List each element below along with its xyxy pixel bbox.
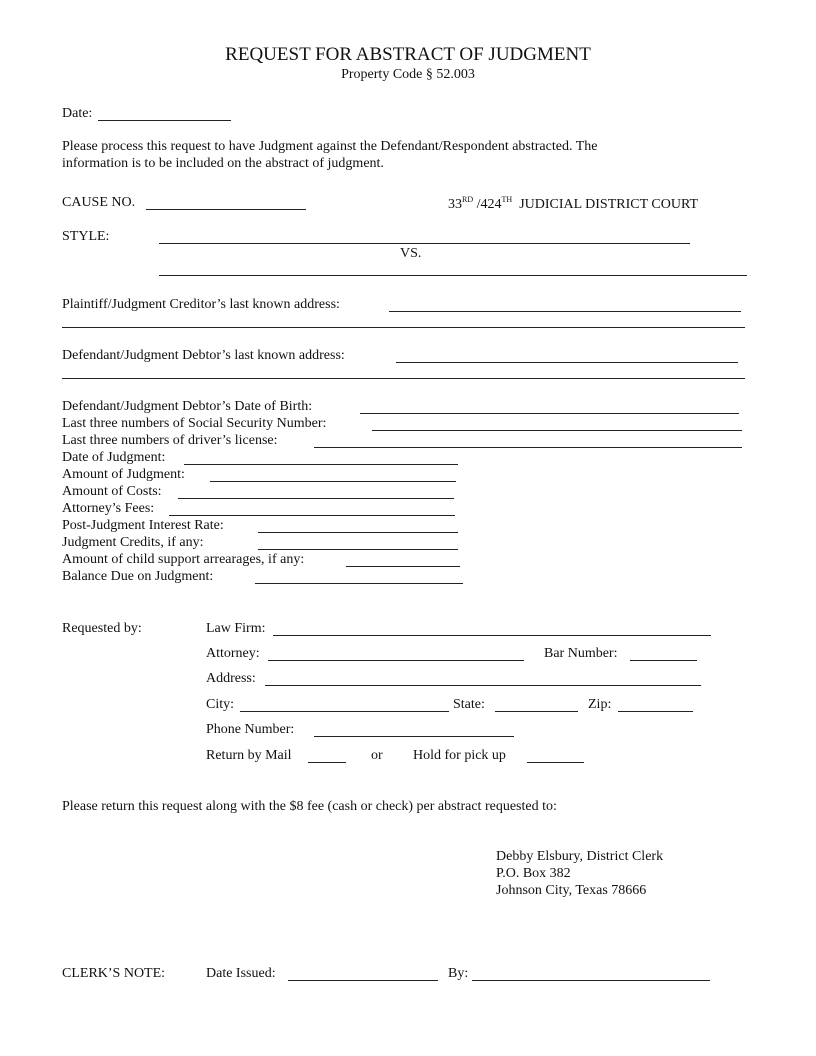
by-label: By: — [448, 966, 469, 981]
hold-field[interactable] — [527, 762, 584, 763]
credits-label: Judgment Credits, if any: — [62, 535, 204, 550]
attorney-label: Attorney: — [206, 646, 260, 661]
defendant-address-field-2[interactable] — [62, 378, 745, 379]
style-label: STYLE: — [62, 229, 110, 244]
plaintiff-address-label: Plaintiff/Judgment Creditor’s last known address: — [62, 297, 340, 312]
date-issued-label: Date Issued: — [206, 966, 276, 981]
return-mail-field[interactable] — [308, 762, 346, 763]
date-field[interactable] — [98, 120, 231, 121]
court-num-2: /424 — [473, 197, 502, 212]
bar-number-label: Bar Number: — [544, 646, 618, 661]
state-label: State: — [453, 697, 485, 712]
plaintiff-address-field-1[interactable] — [389, 311, 741, 312]
return-mail-label: Return by Mail — [206, 748, 292, 763]
bar-number-field[interactable] — [630, 660, 697, 661]
by-field[interactable] — [472, 980, 710, 981]
or-label: or — [371, 748, 383, 763]
date-judgment-field[interactable] — [184, 464, 458, 465]
court-sup-2: TH — [501, 195, 513, 204]
amount-costs-label: Amount of Costs: — [62, 484, 162, 499]
interest-label: Post-Judgment Interest Rate: — [62, 518, 224, 533]
child-support-label: Amount of child support arrearages, if any: — [62, 552, 305, 567]
state-field[interactable] — [495, 711, 578, 712]
child-support-field[interactable] — [346, 566, 460, 567]
style-plaintiff-field[interactable] — [159, 243, 690, 244]
clerk-address-line-1: Debby Elsbury, District Clerk — [496, 849, 664, 864]
cause-no-label: CAUSE NO. — [62, 195, 136, 210]
hold-label: Hold for pick up — [413, 748, 506, 763]
zip-label: Zip: — [588, 697, 612, 712]
requested-by-label: Requested by: — [62, 621, 142, 636]
phone-field[interactable] — [314, 736, 514, 737]
court-name: JUDICIAL DISTRICT COURT — [519, 197, 699, 212]
intro-line-2: information is to be included on the abstract of judgment. — [62, 156, 384, 171]
balance-label: Balance Due on Judgment: — [62, 569, 214, 584]
balance-field[interactable] — [255, 583, 463, 584]
zip-field[interactable] — [618, 711, 693, 712]
city-field[interactable] — [240, 711, 449, 712]
attorney-field[interactable] — [268, 660, 524, 661]
dl-field[interactable] — [314, 447, 742, 448]
return-note: Please return this request along with the $8 fee (cash or check) per abstract requested to: — [62, 799, 557, 814]
address-field[interactable] — [265, 685, 701, 686]
court-sup-1: RD — [462, 195, 474, 204]
court-label — [448, 195, 698, 213]
clerk-address-line-2: P.O. Box 382 — [496, 866, 571, 881]
clerk-address-line-3: Johnson City, Texas 78666 — [496, 883, 647, 898]
form-title: REQUEST FOR ABSTRACT OF JUDGMENT — [225, 44, 591, 65]
cause-no-field[interactable] — [146, 209, 306, 210]
defendant-address-field-1[interactable] — [396, 362, 738, 363]
amount-costs-field[interactable] — [178, 498, 454, 499]
date-issued-field[interactable] — [288, 980, 438, 981]
defendant-address-label: Defendant/Judgment Debtor’s last known address: — [62, 348, 345, 363]
dob-field[interactable] — [360, 413, 739, 414]
city-label: City: — [206, 697, 235, 712]
date-label: Date: — [62, 106, 93, 121]
dob-label: Defendant/Judgment Debtor’s Date of Birth: — [62, 399, 313, 414]
dl-label: Last three numbers of driver’s license: — [62, 433, 278, 448]
attorney-fees-field[interactable] — [169, 515, 455, 516]
law-firm-label: Law Firm: — [206, 621, 266, 636]
style-vs: VS. — [400, 246, 422, 261]
amount-judgment-label: Amount of Judgment: — [62, 467, 185, 482]
address-label: Address: — [206, 671, 256, 686]
clerk-note-label: CLERK’S NOTE: — [62, 966, 166, 981]
interest-field[interactable] — [258, 532, 458, 533]
credits-field[interactable] — [258, 549, 458, 550]
intro-line-1: Please process this request to have Judgment against the Defendant/Respondent abstracted. The — [62, 139, 598, 154]
amount-judgment-field[interactable] — [210, 481, 456, 482]
style-defendant-field[interactable] — [159, 275, 747, 276]
phone-label: Phone Number: — [206, 722, 295, 737]
court-num-1: 33 — [448, 197, 462, 212]
plaintiff-address-field-2[interactable] — [62, 327, 745, 328]
ssn-label: Last three numbers of Social Security Number: — [62, 416, 327, 431]
ssn-field[interactable] — [372, 430, 742, 431]
law-firm-field[interactable] — [273, 635, 711, 636]
date-judgment-label: Date of Judgment: — [62, 450, 166, 465]
form-subtitle: Property Code § 52.003 — [341, 67, 475, 82]
attorney-fees-label: Attorney’s Fees: — [62, 501, 155, 516]
